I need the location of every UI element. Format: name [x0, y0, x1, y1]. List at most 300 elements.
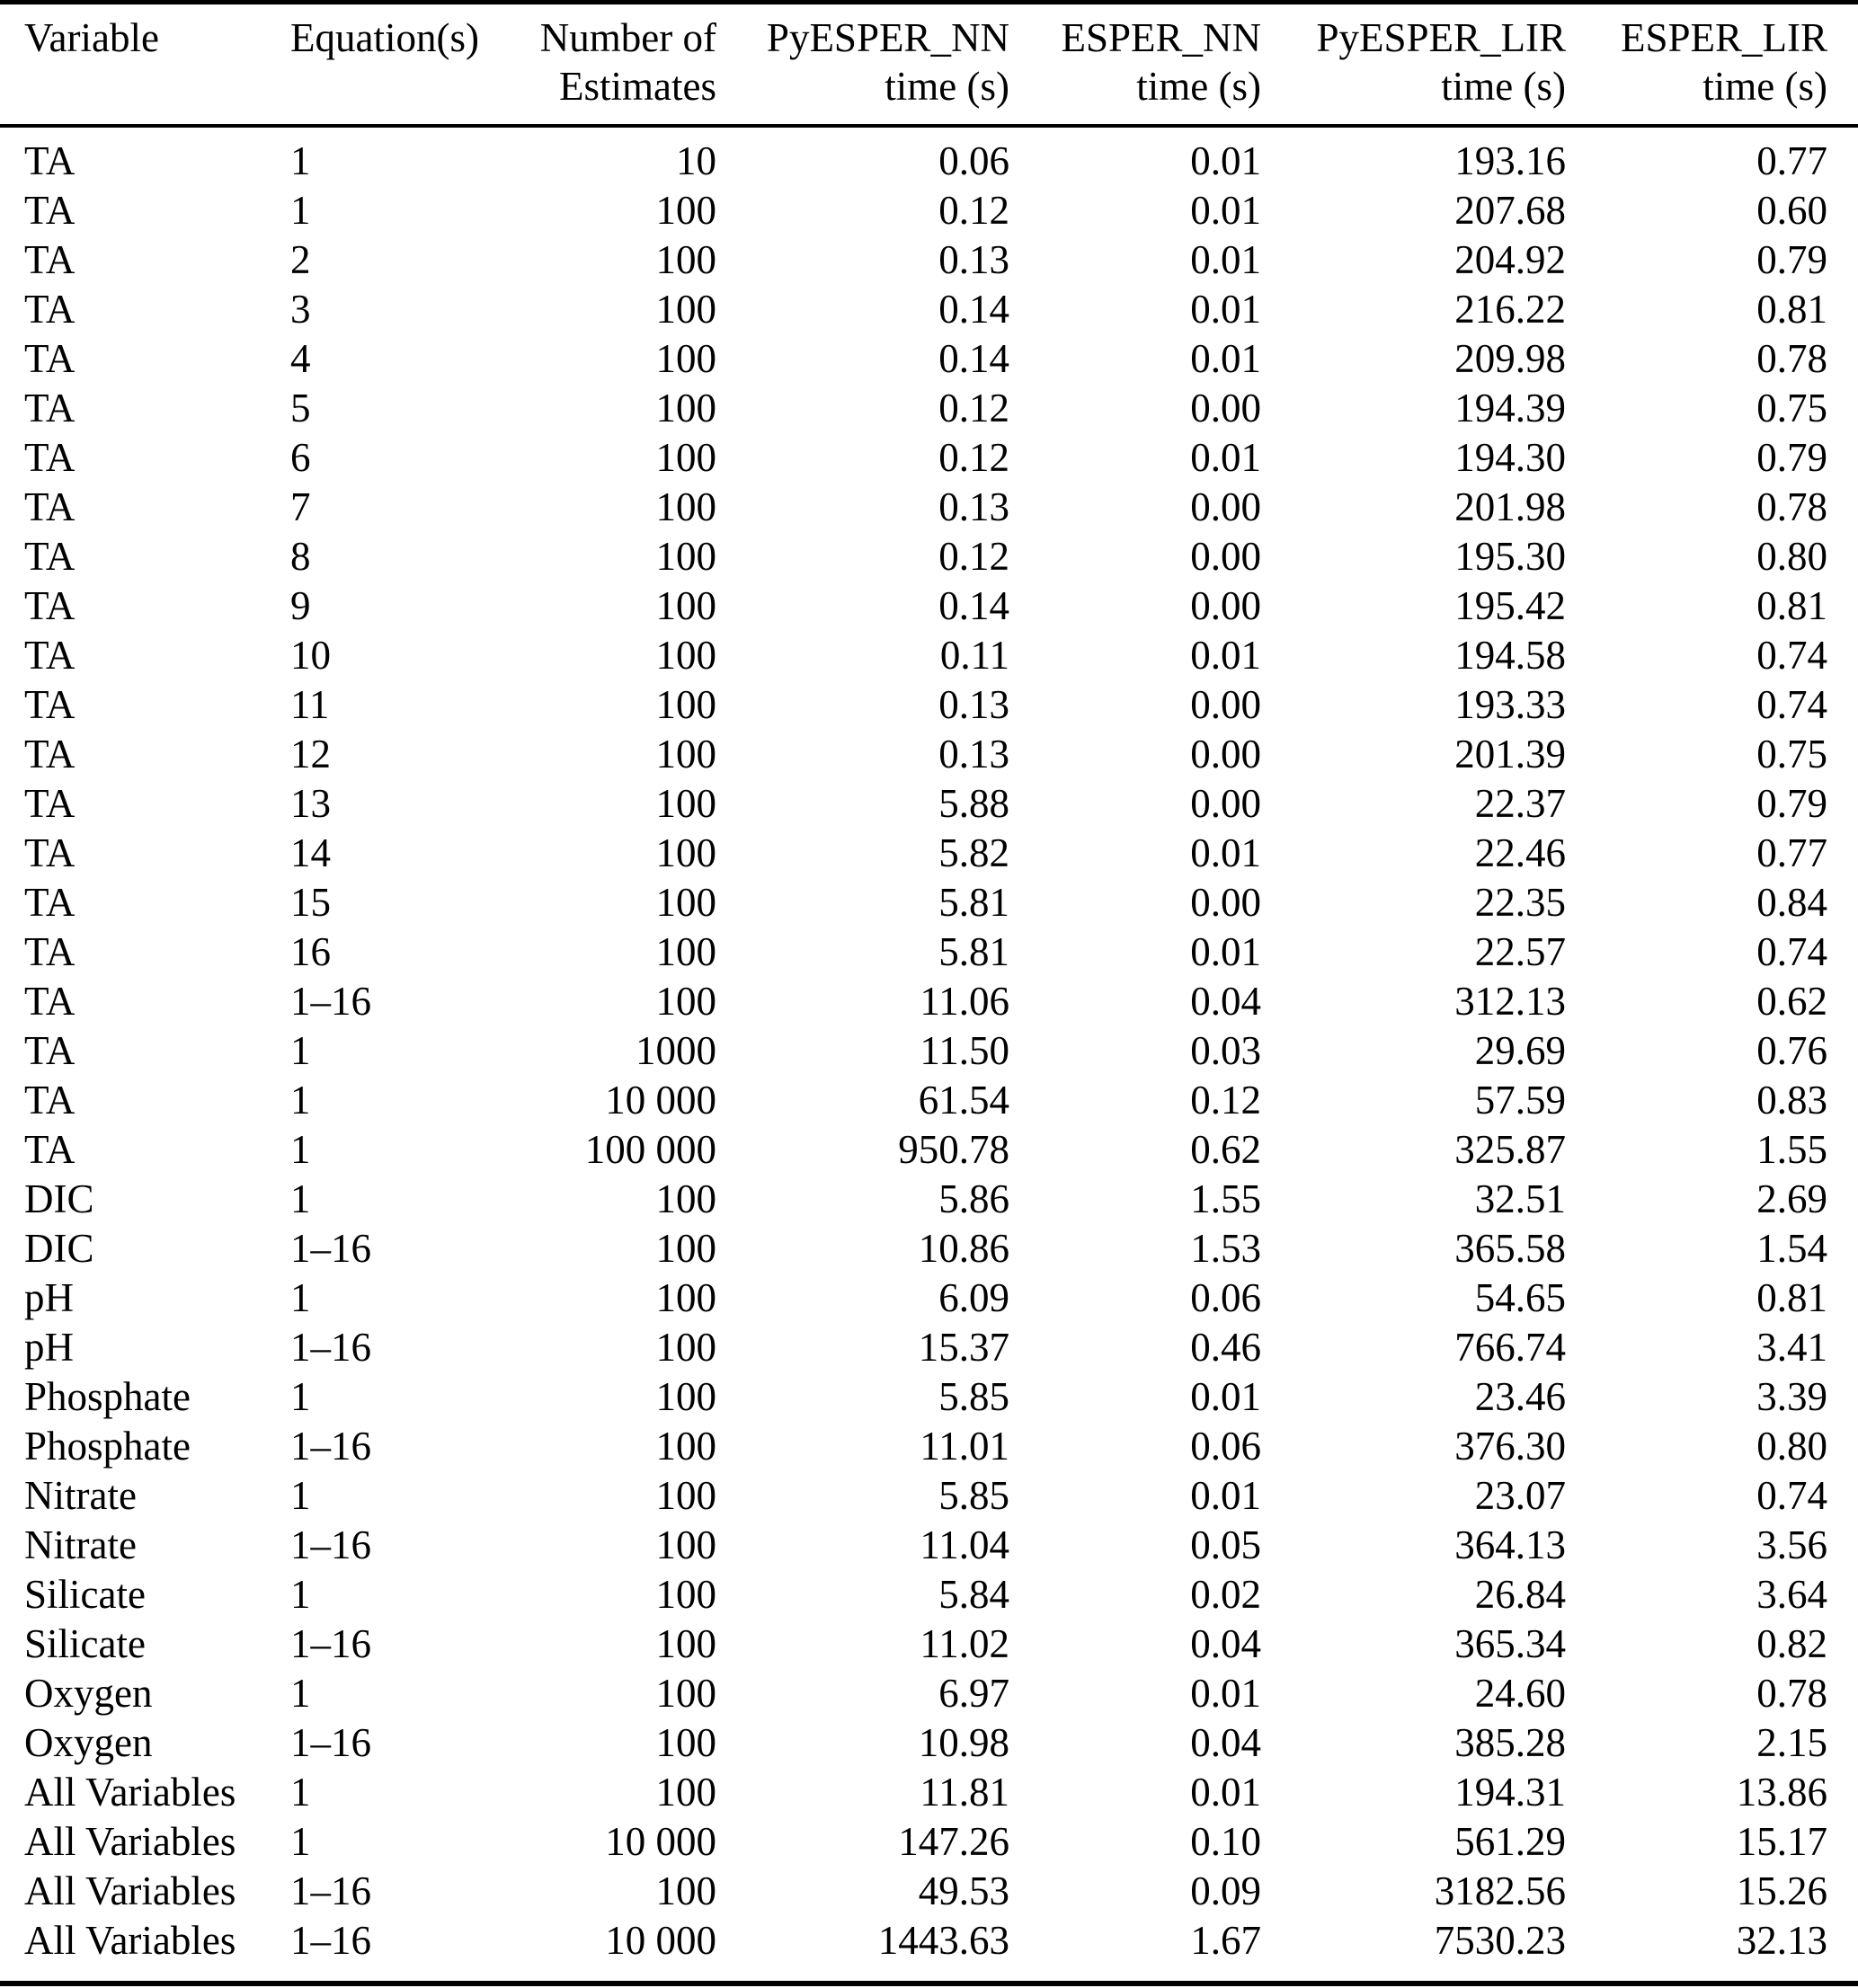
cell: 0.01 — [1190, 237, 1261, 282]
cell: 49.53 — [918, 1868, 1009, 1913]
cell: 0.06 — [1190, 1275, 1261, 1320]
cell: 0.00 — [1190, 732, 1261, 777]
cell: 365.34 — [1454, 1621, 1566, 1666]
column-header-3 — [716, 3, 1009, 127]
cell: 1 — [290, 1028, 311, 1073]
cell: 3.56 — [1756, 1522, 1827, 1567]
cell: 0.12 — [1190, 1078, 1261, 1123]
column-header-line2 — [290, 62, 503, 111]
cell: TA — [24, 979, 76, 1024]
cell: 6.97 — [938, 1671, 1009, 1716]
cell: 1 — [290, 1275, 311, 1320]
cell: 100 — [655, 1374, 716, 1419]
cell: 0.60 — [1756, 188, 1827, 233]
cell: 15.17 — [1736, 1819, 1827, 1864]
cell: TA — [24, 732, 76, 777]
cell: 0.01 — [1190, 1374, 1261, 1419]
cell: 100 — [655, 1226, 716, 1271]
cell: TA — [24, 188, 76, 233]
cell: 1 — [290, 188, 311, 233]
cell: 100 — [655, 188, 716, 233]
cell: 0.62 — [1756, 979, 1827, 1024]
cell: 100 — [655, 1671, 716, 1716]
table-row — [0, 334, 1858, 384]
cell: 0.00 — [1190, 386, 1261, 430]
cell: 216.22 — [1454, 287, 1566, 332]
cell: 147.26 — [898, 1819, 1009, 1864]
cell: 100 — [655, 781, 716, 826]
cell: 100 — [655, 484, 716, 529]
cell: Nitrate — [24, 1522, 137, 1567]
cell: 1.54 — [1756, 1226, 1827, 1271]
cell: 100 — [655, 732, 716, 777]
cell: TA — [24, 682, 76, 727]
table-row — [0, 1620, 1858, 1669]
cell: 0.46 — [1190, 1325, 1261, 1370]
cell: 4 — [290, 336, 311, 381]
cell: 11.01 — [920, 1424, 1009, 1469]
cell: 5.84 — [938, 1572, 1009, 1617]
table-row — [0, 1372, 1858, 1422]
cell: DIC — [24, 1226, 94, 1271]
cell: 1 — [290, 138, 311, 183]
column-header-4 — [1009, 3, 1261, 127]
cell: 0.12 — [938, 435, 1009, 480]
cell: 11 — [290, 682, 330, 727]
cell: 0.79 — [1756, 781, 1827, 826]
cell: 1 — [290, 1770, 311, 1815]
cell: Phosphate — [24, 1424, 191, 1469]
cell: 0.01 — [1190, 830, 1261, 875]
cell: 100 000 — [584, 1127, 716, 1172]
cell: All Variables — [24, 1868, 236, 1913]
column-header-line2 — [24, 62, 290, 111]
cell: 3.41 — [1756, 1325, 1827, 1370]
cell: 0.12 — [938, 188, 1009, 233]
cell: TA — [24, 138, 76, 183]
cell: 22.35 — [1474, 880, 1566, 925]
cell: 0.00 — [1190, 682, 1261, 727]
cell: 61.54 — [918, 1078, 1009, 1123]
cell: 14 — [290, 830, 331, 875]
column-header-5 — [1261, 3, 1566, 127]
table-row — [0, 433, 1858, 483]
cell: 54.65 — [1474, 1275, 1566, 1320]
cell: 1 — [290, 1473, 311, 1518]
cell: TA — [24, 237, 76, 282]
cell: TA — [24, 929, 76, 974]
column-header-line2: time (s) — [1136, 64, 1261, 109]
cell: 15.26 — [1736, 1868, 1827, 1913]
cell: TA — [24, 633, 76, 678]
cell: 5.88 — [938, 781, 1009, 826]
cell: 1–16 — [290, 1325, 371, 1370]
cell: 1–16 — [290, 979, 371, 1024]
cell: 10 000 — [605, 1819, 716, 1864]
cell: TA — [24, 534, 76, 579]
cell: 10 000 — [503, 1916, 716, 1984]
cell: 0.04 — [1190, 1621, 1261, 1666]
cell: 7530.23 — [1261, 1916, 1566, 1984]
cell: 1.55 — [1190, 1176, 1261, 1221]
cell: 0.74 — [1756, 1473, 1827, 1518]
cell: 11.02 — [920, 1621, 1009, 1666]
column-header-1 — [290, 3, 503, 127]
cell: 0.01 — [1190, 138, 1261, 183]
table-row — [0, 483, 1858, 532]
cell: 100 — [655, 1868, 716, 1913]
cell: 193.33 — [1454, 682, 1566, 727]
cell: 100 — [655, 386, 716, 430]
cell: 0.13 — [938, 732, 1009, 777]
cell: 100 — [655, 682, 716, 727]
cell: 0.05 — [1190, 1522, 1261, 1567]
cell: 0.84 — [1756, 880, 1827, 925]
cell: 0.75 — [1756, 386, 1827, 430]
cell: 0.80 — [1756, 534, 1827, 579]
cell: 11.50 — [920, 1028, 1009, 1073]
cell: 100 — [655, 583, 716, 628]
cell: 194.58 — [1454, 633, 1566, 678]
table-row — [0, 235, 1858, 285]
cell: Oxygen — [24, 1671, 153, 1716]
cell: 1–16 — [290, 1916, 503, 1984]
cell: 7 — [290, 484, 311, 529]
cell: 0.01 — [1190, 1473, 1261, 1518]
cell: 2.15 — [1756, 1720, 1827, 1765]
cell: 195.30 — [1454, 534, 1566, 579]
table-row — [0, 1125, 1858, 1175]
cell: 0.06 — [938, 138, 1009, 183]
cell: 0.78 — [1756, 336, 1827, 381]
cell: 365.58 — [1454, 1226, 1566, 1271]
cell: 3182.56 — [1434, 1868, 1566, 1913]
cell: 22.57 — [1474, 929, 1566, 974]
cell: 32.13 — [1566, 1916, 1858, 1984]
cell: 1–16 — [290, 1621, 371, 1666]
cell: 10.98 — [918, 1720, 1009, 1765]
cell: TA — [24, 1078, 76, 1123]
cell: 0.13 — [938, 484, 1009, 529]
table-row — [0, 779, 1858, 829]
cell: 0.00 — [1190, 880, 1261, 925]
cell: All Variables — [24, 1819, 236, 1864]
cell: 201.98 — [1454, 484, 1566, 529]
cell: 0.77 — [1756, 830, 1827, 875]
cell: TA — [24, 287, 76, 332]
header-row — [0, 3, 1858, 127]
cell: Nitrate — [24, 1473, 137, 1518]
cell: TA — [24, 435, 76, 480]
cell: 193.16 — [1454, 138, 1566, 183]
cell: 10.86 — [918, 1226, 1009, 1271]
cell: 26.84 — [1474, 1572, 1566, 1617]
cell: 0.11 — [939, 633, 1009, 678]
table-row — [0, 1817, 1858, 1867]
cell: 0.14 — [938, 287, 1009, 332]
cell: 1.53 — [1190, 1226, 1261, 1271]
column-header-line1: ESPER_LIR — [1620, 15, 1827, 60]
cell: 11.04 — [920, 1522, 1009, 1567]
cell: 0.01 — [1190, 1671, 1261, 1716]
cell: 100 — [655, 880, 716, 925]
cell: 22.37 — [1474, 781, 1566, 826]
cell: 57.59 — [1474, 1078, 1566, 1123]
table-row — [0, 1026, 1858, 1076]
column-header-line2: time (s) — [1441, 64, 1566, 109]
cell: 1 — [290, 1078, 311, 1123]
cell: 0.79 — [1756, 435, 1827, 480]
column-header-line1: PyESPER_NN — [766, 15, 1009, 60]
column-header-line1: PyESPER_LIR — [1316, 15, 1566, 60]
table-row — [0, 1323, 1858, 1372]
cell: 32.51 — [1474, 1176, 1566, 1221]
table-row — [0, 927, 1858, 977]
table-row — [0, 730, 1858, 779]
table-row — [0, 1175, 1858, 1224]
cell: 1 — [290, 1819, 311, 1864]
cell: 0.01 — [1190, 1770, 1261, 1815]
cell: 207.68 — [1454, 188, 1566, 233]
cell: 1.55 — [1756, 1127, 1827, 1172]
table-row — [0, 384, 1858, 433]
cell: 0.06 — [1190, 1424, 1261, 1469]
table-row — [0, 1521, 1858, 1570]
cell: 0.82 — [1756, 1621, 1827, 1666]
cell: 0.78 — [1756, 1671, 1827, 1716]
cell: 6 — [290, 435, 311, 480]
table-row — [0, 532, 1858, 581]
cell: TA — [24, 830, 76, 875]
cell: 0.74 — [1756, 929, 1827, 974]
table-row — [0, 1718, 1858, 1768]
table-row — [0, 977, 1858, 1026]
cell: 3.39 — [1756, 1374, 1827, 1419]
table-row — [0, 1471, 1858, 1521]
cell: 13 — [290, 781, 331, 826]
column-header-line2: Estimates — [559, 64, 716, 109]
cell: 1 — [290, 1572, 311, 1617]
cell: 1443.63 — [716, 1916, 1009, 1984]
cell: 376.30 — [1454, 1424, 1566, 1469]
cell: pH — [24, 1325, 74, 1370]
cell: 3.64 — [1756, 1572, 1827, 1617]
cell: 0.03 — [1190, 1028, 1261, 1073]
cell: 364.13 — [1454, 1522, 1566, 1567]
cell: 100 — [655, 1720, 716, 1765]
cell: 15.37 — [918, 1325, 1009, 1370]
cell: 0.75 — [1756, 732, 1827, 777]
cell: 24.60 — [1474, 1671, 1566, 1716]
cell: Silicate — [24, 1621, 146, 1666]
table-row — [0, 1224, 1858, 1274]
cell: 8 — [290, 534, 311, 579]
cell: 0.01 — [1190, 633, 1261, 678]
table-row — [0, 878, 1858, 927]
cell: 0.12 — [938, 534, 1009, 579]
cell: 0.00 — [1190, 484, 1261, 529]
cell: 0.78 — [1756, 484, 1827, 529]
cell: 950.78 — [898, 1127, 1009, 1172]
cell: 0.81 — [1756, 1275, 1827, 1320]
cell: All Variables — [0, 1916, 290, 1984]
cell: 1 — [290, 1671, 311, 1716]
cell: 0.04 — [1190, 1720, 1261, 1765]
table-row — [0, 1669, 1858, 1718]
table-header — [0, 3, 1858, 127]
cell: 561.29 — [1454, 1819, 1566, 1864]
cell: 0.62 — [1190, 1127, 1261, 1172]
cell: 766.74 — [1454, 1325, 1566, 1370]
cell: 100 — [655, 979, 716, 1024]
cell: TA — [24, 880, 76, 925]
cell: 1–16 — [290, 1720, 371, 1765]
cell: 100 — [655, 830, 716, 875]
cell: 3 — [290, 287, 311, 332]
cell: 5.85 — [938, 1473, 1009, 1518]
cell: 0.00 — [1190, 534, 1261, 579]
cell: TA — [24, 1127, 76, 1172]
cell: 2 — [290, 237, 311, 282]
cell: 204.92 — [1454, 237, 1566, 282]
cell: 100 — [655, 237, 716, 282]
cell: 325.87 — [1454, 1127, 1566, 1172]
cell: 0.81 — [1756, 287, 1827, 332]
column-header-line1: Equation(s) — [290, 15, 479, 60]
cell: 100 — [655, 287, 716, 332]
cell: 9 — [290, 583, 311, 628]
cell: 100 — [655, 1572, 716, 1617]
cell: 100 — [655, 534, 716, 579]
cell: 5.85 — [938, 1374, 1009, 1419]
cell: 5.81 — [938, 929, 1009, 974]
table-row — [0, 1867, 1858, 1916]
cell: 100 — [655, 1473, 716, 1518]
table-row — [0, 631, 1858, 680]
cell: 0.10 — [1190, 1819, 1261, 1864]
cell: 29.69 — [1474, 1028, 1566, 1073]
cell: 209.98 — [1454, 336, 1566, 381]
cell: 6.09 — [938, 1275, 1009, 1320]
cell: 0.14 — [938, 583, 1009, 628]
cell: 100 — [655, 633, 716, 678]
cell: TA — [24, 583, 76, 628]
cell: 100 — [655, 1621, 716, 1666]
cell: 385.28 — [1454, 1720, 1566, 1765]
cell: 0.79 — [1756, 237, 1827, 282]
table-row — [0, 1274, 1858, 1323]
column-header-line1: Number of — [539, 15, 716, 60]
cell: 0.02 — [1190, 1572, 1261, 1617]
cell: 201.39 — [1454, 732, 1566, 777]
cell: 100 — [655, 336, 716, 381]
cell: 5.86 — [938, 1176, 1009, 1221]
cell: 194.31 — [1454, 1770, 1566, 1815]
cell: 1 — [290, 1176, 311, 1221]
cell: 1–16 — [290, 1522, 371, 1567]
cell: 2.69 — [1756, 1176, 1827, 1221]
table-row — [0, 829, 1858, 878]
cell: 100 — [655, 929, 716, 974]
cell: 10 000 — [605, 1078, 716, 1123]
table-row — [0, 126, 1858, 186]
column-header-line2: time (s) — [1702, 64, 1827, 109]
cell: 1.67 — [1009, 1916, 1261, 1984]
cell: 0.04 — [1190, 979, 1261, 1024]
cell: 15 — [290, 880, 331, 925]
cell: 1 — [290, 1127, 311, 1172]
table-row — [0, 581, 1858, 631]
cell: TA — [24, 781, 76, 826]
cell: 100 — [655, 1770, 716, 1815]
cell: All Variables — [24, 1770, 236, 1815]
cell: 11.06 — [920, 979, 1009, 1024]
cell: 0.76 — [1756, 1028, 1827, 1073]
table-row — [0, 1422, 1858, 1471]
table-body — [0, 126, 1858, 1984]
cell: 0.14 — [938, 336, 1009, 381]
column-header-line2: time (s) — [885, 64, 1009, 109]
cell: 0.01 — [1190, 929, 1261, 974]
cell: 0.00 — [1190, 583, 1261, 628]
cell: 16 — [290, 929, 331, 974]
cell: 0.01 — [1190, 435, 1261, 480]
cell: TA — [24, 484, 76, 529]
cell: 0.81 — [1756, 583, 1827, 628]
cell: Phosphate — [24, 1374, 191, 1419]
cell: 11.81 — [920, 1770, 1009, 1815]
cell: 312.13 — [1454, 979, 1566, 1024]
cell: 100 — [655, 435, 716, 480]
cell: 100 — [655, 1325, 716, 1370]
cell: 0.80 — [1756, 1424, 1827, 1469]
column-header-6 — [1566, 3, 1858, 127]
cell: Oxygen — [24, 1720, 153, 1765]
cell: 1–16 — [290, 1424, 371, 1469]
cell: pH — [24, 1275, 74, 1320]
cell: 100 — [655, 1176, 716, 1221]
cell: 0.13 — [938, 237, 1009, 282]
cell: 0.13 — [938, 682, 1009, 727]
cell: 0.83 — [1756, 1078, 1827, 1123]
cell: 23.07 — [1474, 1473, 1566, 1518]
cell: 0.74 — [1756, 633, 1827, 678]
table-row — [0, 680, 1858, 730]
cell: 0.00 — [1190, 781, 1261, 826]
cell: 100 — [655, 1522, 716, 1567]
cell: 5 — [290, 386, 311, 430]
cell: 22.46 — [1474, 830, 1566, 875]
cell: 100 — [655, 1424, 716, 1469]
cell: 0.12 — [938, 386, 1009, 430]
table-row — [0, 1570, 1858, 1620]
table-row — [0, 1768, 1858, 1817]
cell: 5.82 — [938, 830, 1009, 875]
cell: TA — [24, 336, 76, 381]
cell: DIC — [24, 1176, 94, 1221]
cell: 5.81 — [938, 880, 1009, 925]
cell: 13.86 — [1736, 1770, 1827, 1815]
cell: 1 — [290, 1374, 311, 1419]
column-header-2 — [503, 3, 716, 127]
column-header-line1: Variable — [24, 15, 159, 60]
cell: 23.46 — [1474, 1374, 1566, 1419]
cell: 1000 — [636, 1028, 716, 1073]
cell: TA — [24, 1028, 76, 1073]
cell: 0.77 — [1756, 138, 1827, 183]
cell: 1–16 — [290, 1868, 371, 1913]
column-header-0 — [0, 3, 290, 127]
